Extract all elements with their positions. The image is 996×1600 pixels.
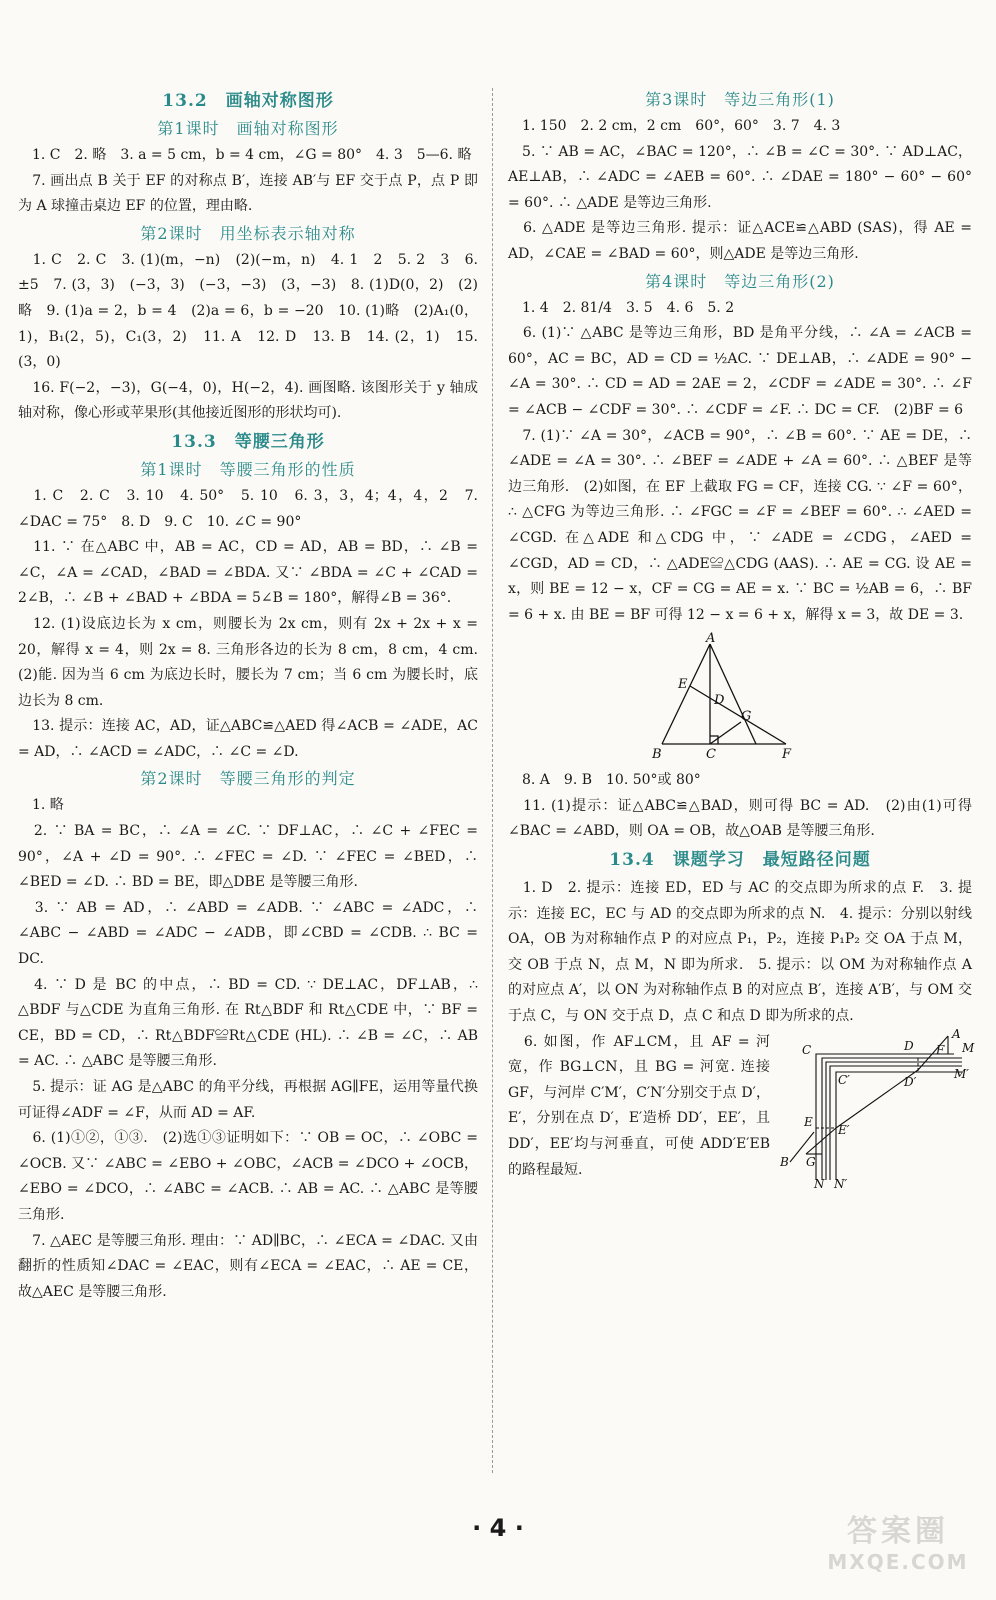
answer-paragraph: 2. ∵ BA = BC，∴ ∠A = ∠C. ∵ DF⊥AC，∴ ∠C + ∠FEC = 90°，∠A + ∠D = 90°. ∴ ∠FEC = ∠D. ∵ ∠FEC = ∠BED，∴ ∠BED = ∠D. ∴ BD = BE，即△DBE 是等腰三角形.: [18, 823, 483, 891]
answer-paragraph: 1. 150 2. 2 cm，2 cm 60°，60° 3. 7 4. 3: [508, 118, 841, 134]
answer-paragraph: 6. (1)①②，①③. (2)选①③证明如下：∵ OB = OC，∴ ∠OBC = ∠OCB. 又∵ ∠ABC = ∠EBO + ∠OBC，∠ACB = ∠DCO + ∠OCB，∠EBO = ∠DCO，∴ ∠ABC = ∠ACB. ∴ AB = AC. ∴ △ABC 是等腰三角形.: [18, 1130, 483, 1223]
fig-label: B: [652, 747, 662, 763]
fig-label: E: [678, 677, 688, 693]
fig-label: C: [802, 1042, 812, 1057]
fig-label: F: [782, 747, 792, 763]
lesson-title: 第3课时 等边三角形(1): [645, 90, 835, 109]
fig-label: D: [904, 1038, 914, 1053]
answer-paragraph: 16. F(−2，−3)，G(−4，0)，H(−2，4). 画图略. 该图形关于 y 轴成轴对称，像心形或苹果形(其他接近图形的形状均可).: [18, 379, 478, 422]
fig-label: E: [804, 1114, 813, 1129]
fig-label: M: [962, 1040, 975, 1055]
fig-label: B: [780, 1154, 789, 1169]
river-bridge-figure: [776, 1026, 975, 1194]
answer-paragraph: 12. (1)设底边长为 x cm，则腰长为 2x cm，则有 2x + 2x + x = 20，解得 x = 4，则 2x = 8. 三角形各边的长为 8 cm，8 cm，4 cm. (2)能. 因为当 6 cm 为底边长时，腰长为 7 cm；当 6 cm 为腰长时，底边长为 8 cm.: [18, 615, 492, 709]
answer-paragraph: 13. 提示：连接 AC，AD，证△ABC≌△AED 得∠ACB = ∠ADE，AC = AD，∴ ∠ACD = ∠ADC，∴ ∠C = ∠D.: [18, 718, 483, 760]
column-divider: [492, 88, 493, 1473]
section-title-13-4: 13.4 课题学习 最短路径问题: [609, 850, 871, 871]
answer-paragraph: 1. 略: [18, 797, 64, 814]
answer-paragraph: 1. C 2. 略 3. a = 5 cm，b = 4 cm，∠G = 80° 4. 3 5—6. 略: [18, 147, 472, 163]
fig-label: N′: [834, 1176, 848, 1191]
lesson-title: 第2课时 用坐标表示轴对称: [140, 223, 356, 243]
answer-paragraph: 1. C 2. C 3. 10 4. 50° 5. 10 6. 3，3，4；4，4，2 7. ∠DAC = 75° 8. D 9. C 10. ∠C = 90°: [18, 487, 483, 530]
fig-label: N: [814, 1176, 825, 1191]
answer-paragraph: 3. ∵ AB = AD，∴ ∠ABD = ∠ADB. ∵ ∠ABC = ∠ADC，∴ ∠ABC − ∠ABD = ∠ADC − ∠ADB，即∠CBD = ∠CDB. ∴ BC = DC.: [18, 899, 483, 968]
answer-paragraph: 6. (1)∵ △ABC 是等边三角形，BD 是角平分线，∴ ∠A = ∠ACB = 60°，AC = BC，AD = CD = ½AC. ∵ DE⊥AB，∴ ∠ADE = 90° − ∠A = 30°. ∴ CD = AD = 2AE = 2，∠CDF = ∠ADE = 30°. ∴ ∠F = ∠ACB − ∠CDF = 30°. ∴ ∠CDF = ∠F. ∴ DC = CF. (2)BF = 6: [508, 325, 977, 418]
watermark-logo: 答案圈 MXQE.COM: [827, 1514, 969, 1574]
answer-paragraph: 1. D 2. 提示：连接 ED，ED 与 AC 的交点即为所求的点 F. 3. 提示：连接 EC，EC 与 AD 的交点即为所求的点 N. 4. 提示：分别以射线 OA，OB 为对称轴作点 P 的对应点 P₁，P₂，连接 P₁P₂ 交 OA 于点 M，交 OB 于点 N，点 M，N 即为所求. 5. 提示：以 OM 为对称轴作点 A 的对应点 A′，以 ON 为对称轴作点 B 的对应点 B′，连接 A′B′，与 OM 交于点 C，与 ON 交于点 D，点 C 和点 D 即为所求的点.: [508, 880, 977, 1025]
page-number: · 4 ·: [472, 1514, 524, 1542]
fig-label: C: [706, 747, 716, 763]
fig-label: G: [741, 709, 752, 725]
answer-paragraph: 7. △AEC 是等腰三角形. 理由：∵ AD∥BC，∴ ∠ECA = ∠DAC. 又由翻折的性质知∠DAC = ∠EAC，则有∠ECA = ∠EAC，∴ AE = CE，故△AEC 是等腰三角形.: [18, 1232, 478, 1300]
answer-6-with-figure: [508, 1026, 975, 1191]
triangle-diagram: [638, 632, 798, 764]
lesson-title: 第1课时 等腰三角形的性质: [140, 459, 356, 479]
lesson-title: 第4课时 等边三角形(2): [645, 271, 835, 291]
lesson-title: 第2课时 等腰三角形的判定: [140, 769, 356, 789]
section-title-13-3: 13.3 等腰三角形: [171, 431, 325, 452]
answer-paragraph: 5. 提示：证 AG 是△ABC 的角平分线，再根据 AG∥FE，运用等量代换可证得∠ADF = ∠F，从而 AD = AF.: [18, 1079, 478, 1121]
answer-paragraph: 7. 画出点 B 关于 EF 的对称点 B′，连接 AB′与 EF 交于点 P，点 P 即为 A 球撞击桌边 EF 的位置，理由略.: [18, 172, 478, 215]
fig-label: A: [952, 1026, 961, 1041]
answer-paragraph: 11. ∵ 在△ABC 中，AB = AC，CD = AD，AB = BD，∴ ∠B = ∠C，∠A = ∠CAD，∠BAD = ∠BDA. 又∵ ∠BDA = ∠C + ∠CAD = 2∠B，∴ ∠B + ∠BAD + ∠BDA = 5∠B = 180°，解得∠B = 36°.: [18, 539, 483, 607]
fig-label: C′: [838, 1072, 850, 1087]
section-title-13-2: 13.2 画轴对称图形: [162, 91, 334, 111]
answer-paragraph: 4. ∵ D 是 BC 的中点，∴ BD = CD. ∵ DE⊥AC，DF⊥AB，∴ △BDF 与△CDE 为直角三角形. 在 Rt△BDF 和 Rt△CDE 中，∵ BF = CE，BD = CD，∴ Rt△BDF≌Rt△CDE (HL). ∴ ∠B = ∠C，∴ AB = AC. ∴ △ABC 是等腰三角形.: [18, 976, 483, 1070]
fig-label: A: [706, 631, 716, 647]
answer-paragraph: 1. C 2. C 3. (1)(m，−n) (2)(−m，n) 4. 1 2 5. 2 3 6. ±5 7. (3，3) (−3，3) (−3，−3) (3，−3) 8. (1)D(0，2) (2)略 9. (1)a = 2，b = 4 (2)a = 6，b = −20 10. (1)略 (2)A₁(0，1)，B₁(2，5)，C₁(3，2) 11. A 12. D 13. B 14. (2，1) 15. (3，0): [18, 251, 483, 371]
right-column: [508, 86, 977, 1191]
fig-label: F: [936, 1042, 945, 1057]
answer-paragraph: 6. 如图，作 AF⊥CM，且 AF = 河宽，作 BG⊥CN，且 BG = 河宽. 连接 GF，与河岸 C′M′，C′N′分别交于点 D′，E′，分别在点 D′，E′造桥 DD′，EE′，且 DD′，EE′均与河垂直，可使 ADD′E′EB 的路程最短.: [508, 1033, 775, 1178]
answer-paragraph: 11. (1)提示：证△ABC≌△BAD，则可得 BC = AD. (2)由(1)可得∠BAC = ∠ABD，则 OA = OB，故△OAB 是等腰三角形.: [508, 797, 972, 840]
fig-label: D: [714, 693, 725, 709]
fig-label: M′: [954, 1066, 970, 1081]
river-diagram: [776, 1026, 975, 1191]
triangle-figure: [638, 632, 972, 768]
fig-label: D′: [904, 1074, 917, 1089]
answer-paragraph: 7. (1)∵ ∠A = 30°，∠ACB = 90°，∴ ∠B = 60°. ∵ AE = DE，∴ ∠ADE = ∠A = 30°. ∴ ∠BEF = ∠ADE + ∠A = 60°. ∴ △BEF 是等边三角形. (2)如图，在 EF 上截取 FG = CF，连接 CG. ∵ ∠F = 60°，∴ △CFG 为等边三角形. ∴ ∠FGC = ∠F = ∠BEF = 60°. ∴ ∠AED = ∠CGD. 在△ADE 和△CDG 中，∵ ∠ADE = ∠CDG，∠AED = ∠CGD，AD = CD，∴ △ADE≌△CDG (AAS). ∴ AE = CG. 设 AE = x，则 BE = 12 − x，CF = CG = AE = x. ∵ BC = ½AB = 6，∴ BF = 6 + x. 由 BE = BF 可得 12 − x = 6 + x，解得 x = 3，故 DE = 3.: [508, 427, 977, 623]
answer-paragraph: 8. A 9. B 10. 50°或 80°: [508, 772, 701, 789]
answer-paragraph: 1. 4 2. 81/4 3. 5 4. 6 5. 2: [508, 299, 735, 316]
lesson-title: 第1课时 画轴对称图形: [157, 119, 339, 138]
answer-paragraph: 5. ∵ AB = AC，∠BAC = 120°，∴ ∠B = ∠C = 30°. ∵ AD⊥AC，AE⊥AB，∴ ∠ADC = ∠AEB = 60°. ∴ ∠DAE = 180° − 60° − 60° = 60°. ∴ △ADE 是等边三角形.: [508, 143, 977, 211]
fig-label: G: [806, 1154, 816, 1169]
answer-paragraph: 6. △ADE 是等边三角形. 提示：证△ACE≌△ABD (SAS)，得 AE = AD，∠CAE = ∠BAD = 60°，则△ADE 是等边三角形.: [508, 220, 977, 262]
fig-label: E′: [838, 1122, 850, 1137]
left-column: [18, 86, 492, 1305]
